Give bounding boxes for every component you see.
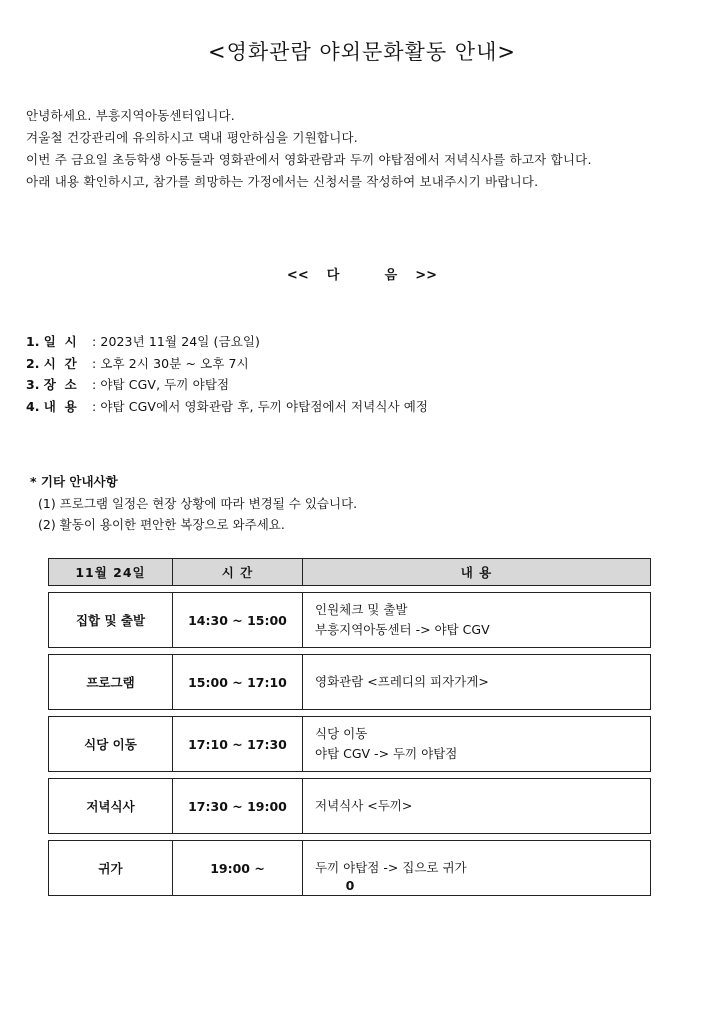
row-description xyxy=(303,655,651,710)
detail-label: 3. 장 소 xyxy=(26,377,77,392)
detail-value: : 야탑 CGV에서 영화관람 후, 두끼 야탑점에서 저녁식사 예정 xyxy=(92,398,429,414)
table-row xyxy=(49,779,651,834)
table-row xyxy=(49,717,651,772)
detail-value: : 2023년 11월 24일 (금요일) xyxy=(92,334,261,349)
description-line: 부흥지역아동센터 -> 야탑 CGV xyxy=(315,622,490,637)
table-row xyxy=(49,593,651,648)
table-row xyxy=(49,655,651,710)
page-title: <영화관람 야외문화활동 안내> xyxy=(208,40,516,64)
detail-value: : 오후 2시 30분 ~ 오후 7시 xyxy=(92,355,249,371)
detail-content xyxy=(26,396,706,418)
row-time: 17:30 ~ 19:00 xyxy=(173,779,303,834)
row-category: 집합 및 출발 xyxy=(49,593,173,648)
intro-line: 안녕하세요. 부흥지역아동센터입니다. xyxy=(26,108,235,123)
detail-value: : 야탑 CGV, 두끼 야탑점 xyxy=(92,377,230,392)
row-time: 15:00 ~ 17:10 xyxy=(173,655,303,710)
header-content: 내 용 xyxy=(303,559,651,586)
detail-label: 4. 내 용 xyxy=(26,398,77,414)
intro-line: 이번 주 금요일 초등학생 아동들과 영화관에서 영화관람과 두끼 야탑점에서 저녁식사를 하고자 합니다. xyxy=(26,152,592,167)
description-line: 인원체크 및 출발 xyxy=(315,602,408,617)
description-line: 야탑 CGV -> 두끼 야탑점 xyxy=(315,746,458,761)
detail-place xyxy=(26,374,706,396)
notes-item: (1) 프로그램 일정은 현장 상황에 따라 변경될 수 있습니다. xyxy=(38,496,358,511)
schedule-table xyxy=(48,558,651,896)
intro-line: 아래 내용 확인하시고, 참가를 희망하는 가정에서는 신청서를 작성하여 보내주시기 바랍니다. xyxy=(26,174,539,189)
detail-date xyxy=(26,331,706,353)
next-heading: << 다 음 >> xyxy=(286,268,438,283)
row-description xyxy=(303,593,651,648)
detail-time xyxy=(26,353,706,375)
row-category: 저녁식사 xyxy=(49,779,173,834)
row-category: 귀가 xyxy=(49,841,173,896)
row-description xyxy=(303,717,651,772)
notes-section xyxy=(30,471,710,535)
row-time: 14:30 ~ 15:00 xyxy=(173,593,303,648)
intro-line: 겨울철 건강관리에 유의하시고 댁내 평안하심을 기원합니다. xyxy=(26,130,358,145)
detail-label: 2. 시 간 xyxy=(26,355,77,371)
description-line: 영화관람 <프레디의 피자가게> xyxy=(315,674,489,689)
intro-paragraph xyxy=(26,105,706,193)
description-line: 두끼 야탑점 -> 집으로 귀가 xyxy=(315,860,467,875)
notes-title: * 기타 안내사항 xyxy=(30,474,118,489)
description-line: 식당 이동 xyxy=(315,726,368,741)
notes-item: (2) 활동이 용이한 편안한 복장으로 와주세요. xyxy=(38,517,285,532)
row-time: 17:10 ~ 17:30 xyxy=(173,717,303,772)
page-number: 0 xyxy=(345,878,355,893)
schedule-header-row xyxy=(49,559,651,586)
header-date: 11월 24일 xyxy=(49,559,173,586)
header-time: 시 간 xyxy=(173,559,303,586)
row-category: 프로그램 xyxy=(49,655,173,710)
event-details xyxy=(26,331,706,417)
row-description xyxy=(303,779,651,834)
row-category: 식당 이동 xyxy=(49,717,173,772)
detail-label: 1. 일 시 xyxy=(26,334,77,349)
description-line: 저녁식사 <두끼> xyxy=(315,798,413,813)
row-time: 19:00 ~ xyxy=(173,841,303,896)
